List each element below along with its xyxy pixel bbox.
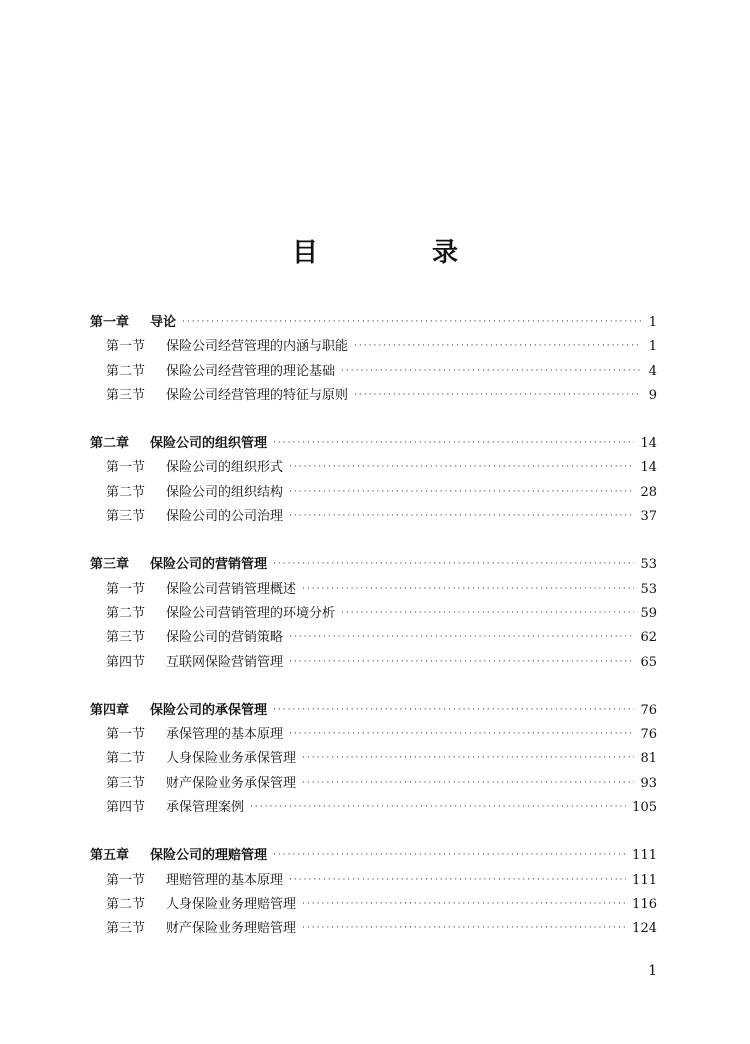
dot-leader — [302, 577, 634, 601]
section-title: 保险公司的营销策略 — [166, 630, 284, 646]
section-number: 第一节 — [106, 581, 146, 597]
section-number: 第三节 — [106, 509, 146, 525]
section-number: 第一节 — [106, 460, 146, 476]
chapter-title: 保险公司的营销管理 — [150, 557, 268, 573]
toc-section-entry[interactable] — [90, 723, 657, 747]
toc-section-entry[interactable] — [90, 796, 657, 820]
table-of-contents — [90, 311, 657, 966]
dot-leader — [250, 795, 626, 819]
chapter-title: 导论 — [150, 315, 177, 330]
section-page-number: 28 — [640, 484, 657, 500]
toc-section-entry[interactable] — [90, 481, 657, 505]
chapter-page-number: 53 — [640, 557, 657, 573]
toc-section-entry[interactable] — [90, 772, 657, 796]
dot-leader — [289, 504, 634, 528]
section-title: 财产保险业务承保管理 — [166, 775, 297, 791]
chapter-block — [90, 311, 657, 408]
toc-section-entry[interactable] — [90, 893, 657, 917]
chapter-title: 保险公司的组织管理 — [150, 436, 268, 452]
dot-leader — [302, 746, 634, 770]
chapter-number: 第五章 — [90, 848, 130, 864]
dot-leader — [289, 650, 634, 674]
chapter-label — [90, 699, 267, 723]
toc-section-entry[interactable] — [90, 505, 657, 529]
section-title: 人身保险业务承保管理 — [166, 751, 297, 767]
section-page-number: 76 — [640, 727, 657, 743]
section-page-number: 1 — [648, 339, 657, 355]
dot-leader — [289, 625, 634, 649]
section-page-number: 4 — [648, 363, 657, 379]
chapter-block — [90, 553, 657, 674]
section-page-number: 105 — [632, 800, 657, 816]
section-title: 理赔管理的基本原理 — [166, 872, 284, 888]
section-number: 第一节 — [106, 339, 146, 355]
section-number: 第二节 — [106, 484, 146, 500]
section-title: 承保管理的基本原理 — [166, 727, 284, 743]
section-number: 第三节 — [106, 775, 146, 791]
dot-leader — [354, 334, 641, 358]
page-title: 目 录 — [291, 238, 502, 268]
section-title: 保险公司营销管理概述 — [166, 581, 297, 597]
dot-leader — [289, 480, 634, 504]
toc-section-entry[interactable] — [90, 869, 657, 893]
section-page-number: 37 — [640, 509, 657, 525]
dot-leader — [289, 722, 634, 746]
chapter-label — [90, 553, 267, 577]
dot-leader — [289, 868, 626, 892]
chapter-page-number: 1 — [648, 315, 657, 330]
section-number: 第二节 — [106, 605, 146, 621]
section-number: 第三节 — [106, 921, 146, 937]
section-number: 第一节 — [106, 872, 146, 888]
section-title: 保险公司的公司治理 — [166, 509, 284, 525]
section-title: 保险公司经营管理的理论基础 — [166, 363, 336, 379]
section-title: 互联网保险营销管理 — [166, 654, 284, 670]
dot-leader — [341, 359, 641, 383]
chapter-page-number: 76 — [640, 702, 657, 718]
dot-leader — [273, 552, 634, 576]
section-number: 第一节 — [106, 727, 146, 743]
section-page-number: 116 — [632, 896, 657, 912]
dot-leader — [289, 455, 634, 479]
chapter-title: 保险公司的承保管理 — [150, 702, 268, 718]
section-page-number: 81 — [640, 751, 657, 767]
toc-section-entry[interactable] — [90, 651, 657, 675]
toc-section-entry[interactable] — [90, 747, 657, 771]
toc-chapter-entry[interactable] — [90, 699, 657, 723]
section-page-number: 14 — [640, 460, 657, 476]
section-page-number: 62 — [640, 630, 657, 646]
footer-page-number: 1 — [648, 963, 657, 979]
section-title: 保险公司经营管理的内涵与职能 — [166, 339, 349, 355]
toc-section-entry[interactable] — [90, 456, 657, 480]
chapter-page-number: 14 — [640, 436, 657, 452]
chapter-label — [90, 844, 267, 868]
chapter-title: 保险公司的理赔管理 — [150, 848, 268, 864]
dot-leader — [302, 771, 634, 795]
section-title: 保险公司营销管理的环境分析 — [166, 605, 336, 621]
toc-section-entry[interactable] — [90, 626, 657, 650]
chapter-number: 第一章 — [90, 315, 130, 330]
section-number: 第三节 — [106, 630, 146, 646]
section-title: 承保管理案例 — [166, 800, 245, 816]
dot-leader — [273, 843, 626, 867]
dot-leader — [302, 892, 626, 916]
toc-section-entry[interactable] — [90, 602, 657, 626]
section-title: 保险公司的组织结构 — [166, 484, 284, 500]
section-number: 第二节 — [106, 363, 146, 379]
section-title: 财产保险业务理赔管理 — [166, 921, 297, 937]
toc-section-entry[interactable] — [90, 384, 657, 408]
section-page-number: 124 — [632, 921, 657, 937]
chapter-number: 第二章 — [90, 436, 130, 452]
chapter-block — [90, 432, 657, 529]
dot-leader — [354, 383, 641, 407]
section-title: 保险公司的组织形式 — [166, 460, 284, 476]
chapter-block — [90, 699, 657, 820]
toc-section-entry[interactable] — [90, 335, 657, 359]
section-page-number: 65 — [640, 654, 657, 670]
section-page-number: 59 — [640, 605, 657, 621]
dot-leader — [273, 698, 634, 722]
section-title: 人身保险业务理赔管理 — [166, 896, 297, 912]
chapter-page-number: 111 — [632, 848, 657, 864]
section-title: 保险公司经营管理的特征与原则 — [166, 387, 349, 403]
section-number: 第二节 — [106, 751, 146, 767]
section-page-number: 9 — [648, 387, 657, 403]
chapter-label — [90, 311, 176, 335]
toc-section-entry[interactable] — [90, 917, 657, 941]
section-page-number: 93 — [640, 775, 657, 791]
chapter-number: 第三章 — [90, 557, 130, 573]
section-number: 第三节 — [106, 387, 146, 403]
section-page-number: 53 — [640, 581, 657, 597]
chapter-label — [90, 432, 267, 456]
section-number: 第四节 — [106, 800, 146, 816]
toc-section-entry[interactable] — [90, 360, 657, 384]
section-page-number: 111 — [632, 872, 657, 888]
chapter-block — [90, 844, 657, 941]
dot-leader — [273, 431, 634, 455]
chapter-number: 第四章 — [90, 702, 130, 718]
toc-section-entry[interactable] — [90, 578, 657, 602]
dot-leader — [341, 601, 634, 625]
dot-leader — [302, 916, 626, 940]
section-number: 第四节 — [106, 654, 146, 670]
dot-leader — [182, 310, 641, 334]
toc-chapter-entry[interactable] — [90, 844, 657, 868]
section-number: 第二节 — [106, 896, 146, 912]
toc-chapter-entry[interactable] — [90, 311, 657, 335]
toc-chapter-entry[interactable] — [90, 553, 657, 577]
toc-chapter-entry[interactable] — [90, 432, 657, 456]
